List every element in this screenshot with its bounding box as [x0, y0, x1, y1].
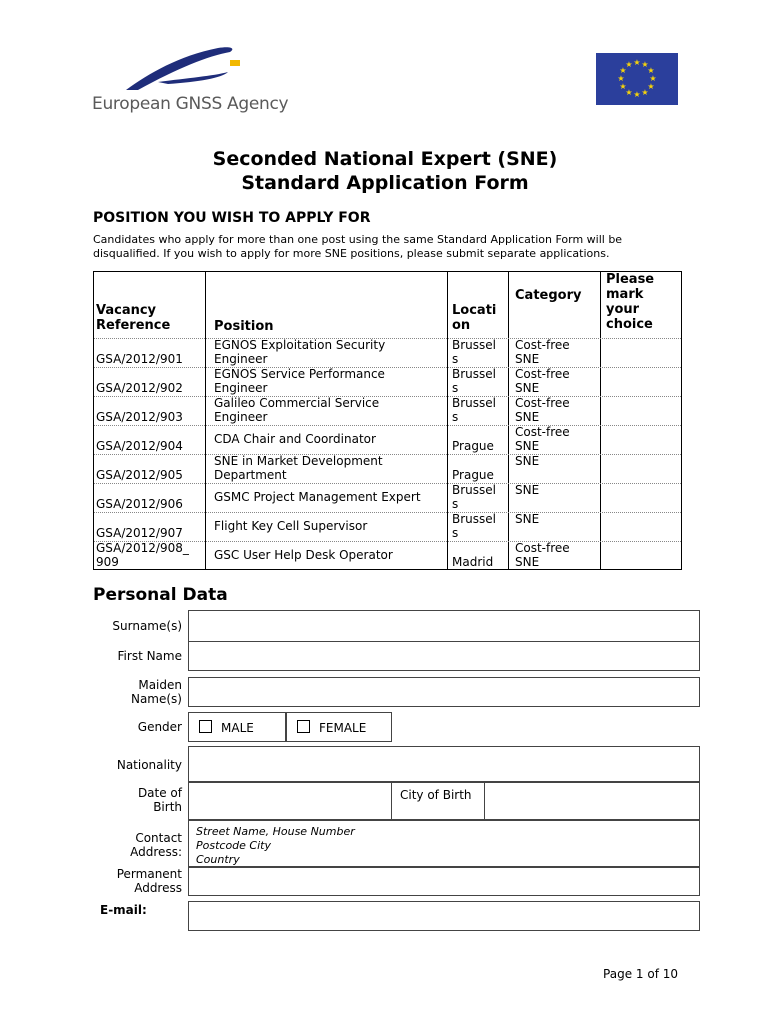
date-of-birth-field[interactable] — [188, 782, 392, 820]
svg-text:★: ★ — [641, 88, 649, 97]
maiden-name-field[interactable] — [188, 677, 700, 707]
gender-label: Gender — [137, 720, 182, 734]
position-heading: POSITION YOU WISH TO APPLY FOR — [93, 210, 371, 226]
permanent-address-label: Permanent Address — [116, 867, 182, 895]
surname-label: Surname(s) — [112, 619, 182, 633]
email-label: E-mail: — [100, 903, 147, 917]
male-checkbox[interactable] — [199, 720, 212, 733]
agency-name: European GNSS Agency — [92, 94, 289, 114]
svg-text:★: ★ — [625, 88, 633, 97]
header-position: Position — [214, 319, 274, 334]
maiden-name-label: Maiden Name(s) — [130, 678, 182, 706]
city-of-birth-field[interactable] — [484, 782, 700, 820]
nationality-field[interactable] — [188, 746, 700, 782]
svg-text:★: ★ — [617, 74, 625, 83]
svg-text:★: ★ — [649, 74, 657, 83]
contact-address-label: Contact Address: — [130, 831, 182, 859]
permanent-address-field[interactable] — [188, 866, 700, 896]
first-name-field[interactable] — [188, 641, 700, 671]
vacancy-table: Vacancy Reference Position Locati on Category Please mark your choice GSA/2012/901 EGNOS Exploitation Security Engineer Brussel s Cost-free SNE GSA/2012/902 EGNOS Service Performance Engineer Brussel s Cost-free SNE GSA/2012/903 Galileo Commercial Service Engineer Brussel s Cost-free SNE GSA/2012/904 CDA Chair and Coordinator Prague Cost-free SNE GSA/2012/905 SNE in Market Development Department Prague SNE GSA/2012/906 GSMC Project Management Expert Brussel s SNE GSA/2012/907 Flight Key Cell Supervisor Brussel s SNE GSA/2012/908_ 909 GSC User Help Desk Operator Madrid Cost-free SNE — [93, 271, 682, 570]
address-hint: Street Name, House Number Postcode City Country — [196, 825, 355, 866]
city-of-birth-label-cell: City of Birth — [391, 782, 485, 820]
page-number: Page 1 of 10 — [603, 967, 678, 981]
svg-text:★: ★ — [641, 60, 649, 69]
gender-male-option[interactable]: MALE — [188, 712, 286, 742]
position-note: Candidates who apply for more than one post using the same Standard Application Form will be disqualified. If you wish to apply for more SNE positions, please submit separate applications. — [93, 233, 623, 260]
contact-address-field[interactable] — [188, 820, 700, 868]
svg-text:★: ★ — [647, 66, 655, 75]
first-name-label: First Name — [117, 649, 182, 663]
form-title-line2: Standard Application Form — [241, 172, 529, 194]
surname-field[interactable] — [188, 610, 700, 642]
header-category: Category — [515, 288, 582, 303]
svg-text:★: ★ — [633, 58, 641, 67]
header-location: Locati on — [452, 303, 497, 333]
header-choice: Please mark your choice — [606, 272, 655, 332]
nationality-label: Nationality — [116, 758, 182, 772]
eu-flag-icon — [596, 53, 678, 105]
form-title-line1: Seconded National Expert (SNE) — [212, 148, 558, 170]
header-vacancy-reference: Vacancy Reference — [96, 303, 171, 333]
svg-text:★: ★ — [619, 82, 627, 91]
gsa-logo-icon — [118, 38, 248, 94]
svg-text:★: ★ — [647, 82, 655, 91]
personal-data-heading: Personal Data — [93, 585, 228, 605]
svg-text:★: ★ — [619, 66, 627, 75]
svg-text:★: ★ — [633, 90, 641, 99]
date-of-birth-label: Date of Birth — [137, 786, 182, 814]
email-field[interactable] — [188, 901, 700, 931]
svg-text:★: ★ — [625, 60, 633, 69]
gender-female-option[interactable]: FEMALE — [286, 712, 392, 742]
female-checkbox[interactable] — [297, 720, 310, 733]
